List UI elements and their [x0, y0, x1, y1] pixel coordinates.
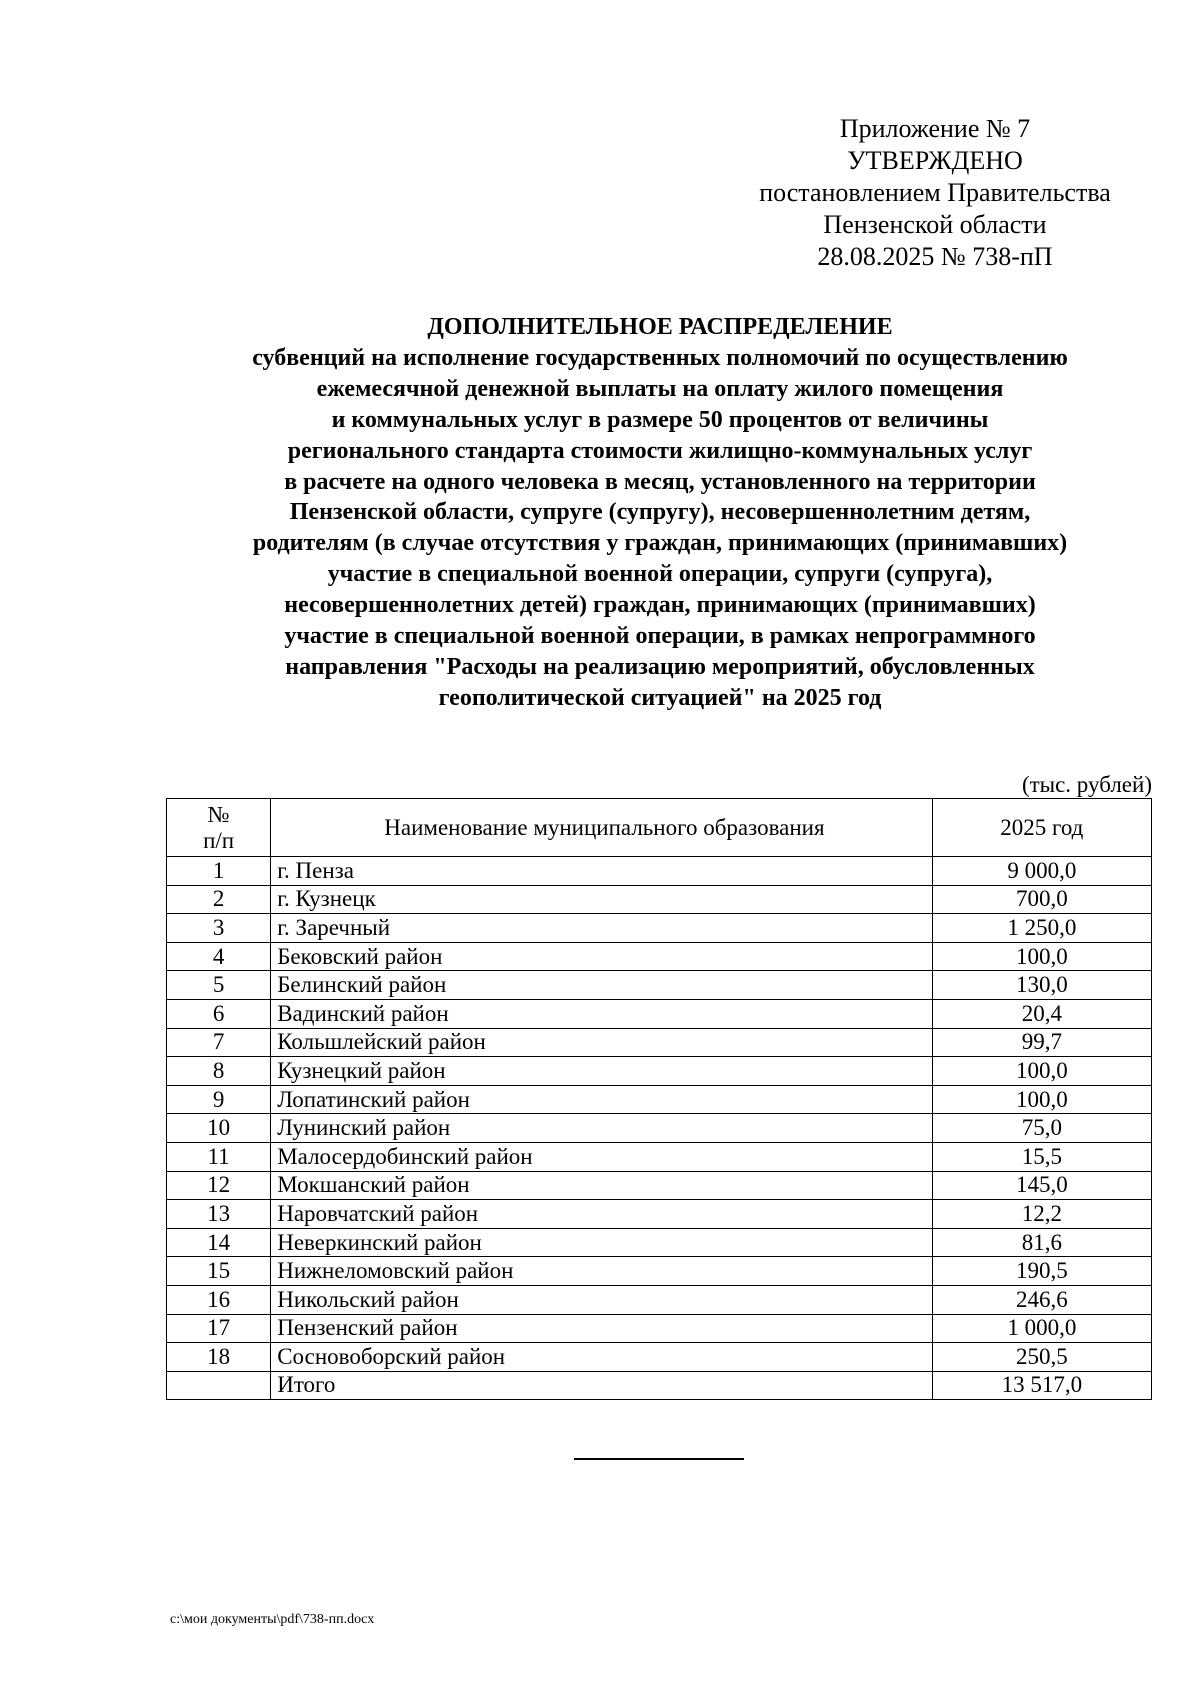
municipality-cell: Пензенский район	[271, 1314, 932, 1343]
approved-by: постановлением Правительства	[759, 178, 1111, 207]
table-row	[167, 1028, 1152, 1057]
municipality-cell: Наровчатский район	[271, 1200, 932, 1229]
amount-cell: 190,5	[932, 1257, 1151, 1286]
amount-cell: 100,0	[932, 1057, 1151, 1086]
title-line: родителям (в случае отсутствия у граждан, принимающих (принимавших)	[252, 530, 1068, 557]
amount-cell: 9 000,0	[932, 857, 1151, 886]
municipality-cell: Малосердобинский район	[271, 1142, 932, 1171]
row-number-cell: 5	[167, 971, 271, 1000]
row-number-cell: 10	[167, 1114, 271, 1143]
table-row	[167, 1085, 1152, 1114]
title-line: и коммунальных услуг в размере 50 процентов от величины	[331, 406, 989, 433]
municipality-cell: Кузнецкий район	[271, 1057, 932, 1086]
approved-label: УТВЕРЖДЕНО	[847, 146, 1023, 175]
row-number-cell: 4	[167, 942, 271, 971]
table-row	[167, 857, 1152, 886]
municipality-cell: Лопатинский район	[271, 1085, 932, 1114]
row-number-cell: 6	[167, 999, 271, 1028]
municipality-cell: г. Кузнецк	[271, 885, 932, 914]
row-number-cell: 17	[167, 1314, 271, 1343]
appendix-number: Приложение № 7	[839, 114, 1031, 143]
municipality-cell: Нижнеломовский район	[271, 1257, 932, 1286]
municipality-cell: Белинский район	[271, 971, 932, 1000]
municipality-cell: г. Заречный	[271, 914, 932, 943]
amount-cell: 99,7	[932, 1028, 1151, 1057]
table-row	[167, 942, 1152, 971]
resolution-date-number: 28.08.2025 № 738-пП	[817, 242, 1053, 271]
row-number-cell: 1	[167, 857, 271, 886]
municipality-cell: Сосновоборский район	[271, 1343, 932, 1372]
title-line: направления "Расходы на реализацию мероприятий, обусловленных	[285, 653, 1035, 680]
municipality-cell: Неверкинский район	[271, 1228, 932, 1257]
row-number-cell: 3	[167, 914, 271, 943]
table-row	[167, 1257, 1152, 1286]
units-note: (тыс. рублей)	[1021, 772, 1152, 797]
row-number-cell: 7	[167, 1028, 271, 1057]
table-row	[167, 1285, 1152, 1314]
approval-stamp	[700, 113, 1170, 273]
title-line: регионального стандарта стоимости жилищно-коммунальных услуг	[287, 437, 1033, 464]
header-number	[167, 799, 271, 857]
amount-cell: 81,6	[932, 1228, 1151, 1257]
table-row	[167, 1142, 1152, 1171]
amount-cell: 250,5	[932, 1343, 1151, 1372]
header-number-line1: №	[207, 801, 230, 827]
amount-cell: 100,0	[932, 942, 1151, 971]
municipality-cell: Никольский район	[271, 1285, 932, 1314]
table-row	[167, 1200, 1152, 1229]
total-number-cell	[167, 1371, 271, 1400]
end-divider	[574, 1458, 744, 1460]
approved-by-region: Пензенской области	[823, 210, 1047, 239]
amount-cell: 15,5	[932, 1142, 1151, 1171]
table-row	[167, 1343, 1152, 1372]
title-line: в расчете на одного человека в месяц, установленного на территории	[284, 468, 1036, 495]
table-row	[167, 1114, 1152, 1143]
row-number-cell: 8	[167, 1057, 271, 1086]
amount-cell: 100,0	[932, 1085, 1151, 1114]
header-year: 2025 год	[932, 799, 1151, 857]
municipality-cell: Вадинский район	[271, 999, 932, 1028]
title-line: Пензенской области, супруге (супругу), несовершеннолетним детям,	[289, 499, 1031, 526]
title-line: геополитической ситуацией" на 2025 год	[438, 684, 882, 711]
title-line: несовершеннолетних детей) граждан, принимающих (принимавших)	[284, 592, 1036, 619]
amount-cell: 12,2	[932, 1200, 1151, 1229]
amount-cell: 130,0	[932, 971, 1151, 1000]
row-number-cell: 11	[167, 1142, 271, 1171]
amount-cell: 145,0	[932, 1171, 1151, 1200]
row-number-cell: 18	[167, 1343, 271, 1372]
row-number-cell: 13	[167, 1200, 271, 1229]
amount-cell: 75,0	[932, 1114, 1151, 1143]
amount-cell: 246,6	[932, 1285, 1151, 1314]
total-label-cell: Итого	[271, 1371, 932, 1400]
amount-cell: 20,4	[932, 999, 1151, 1028]
municipality-cell: Кольшлейский район	[271, 1028, 932, 1057]
table-row	[167, 1057, 1152, 1086]
table-row	[167, 1314, 1152, 1343]
allocation-table	[166, 798, 1152, 1400]
table-row	[167, 1171, 1152, 1200]
municipality-cell: Мокшанский район	[271, 1171, 932, 1200]
header-number-line2: п/п	[203, 827, 235, 853]
title-heading: ДОПОЛНИТЕЛЬНОЕ РАСПРЕДЕЛЕНИЕ	[427, 314, 893, 340]
table-body	[167, 857, 1152, 1400]
amount-cell: 1 000,0	[932, 1314, 1151, 1343]
table-row	[167, 971, 1152, 1000]
row-number-cell: 2	[167, 885, 271, 914]
total-value-cell: 13 517,0	[932, 1371, 1151, 1400]
row-number-cell: 16	[167, 1285, 271, 1314]
title-line: субвенций на исполнение государственных полномочий по осуществлению	[252, 344, 1068, 371]
table-row	[167, 999, 1152, 1028]
row-number-cell: 14	[167, 1228, 271, 1257]
municipality-cell: г. Пенза	[271, 857, 932, 886]
header-municipality: Наименование муниципального образования	[271, 799, 932, 857]
title-line: участие в специальной военной операции, супруги (супруга),	[327, 561, 993, 588]
title-line: ежемесячной денежной выплаты на оплату жилого помещения	[316, 375, 1004, 402]
table-row	[167, 1228, 1152, 1257]
municipality-cell: Бековский район	[271, 942, 932, 971]
row-number-cell: 15	[167, 1257, 271, 1286]
municipality-cell: Лунинский район	[271, 1114, 932, 1143]
table-row	[167, 914, 1152, 943]
title-line: участие в специальной военной операции, в рамках непрограммного	[284, 623, 1036, 650]
table-row	[167, 885, 1152, 914]
row-number-cell: 12	[167, 1171, 271, 1200]
amount-cell: 1 250,0	[932, 914, 1151, 943]
amount-cell: 700,0	[932, 885, 1151, 914]
document-title	[160, 312, 1160, 714]
total-row	[167, 1371, 1152, 1400]
row-number-cell: 9	[167, 1085, 271, 1114]
table-header-row	[167, 799, 1152, 857]
file-path: c:\мои документы\pdf\738-пп.docx	[170, 1612, 375, 1627]
